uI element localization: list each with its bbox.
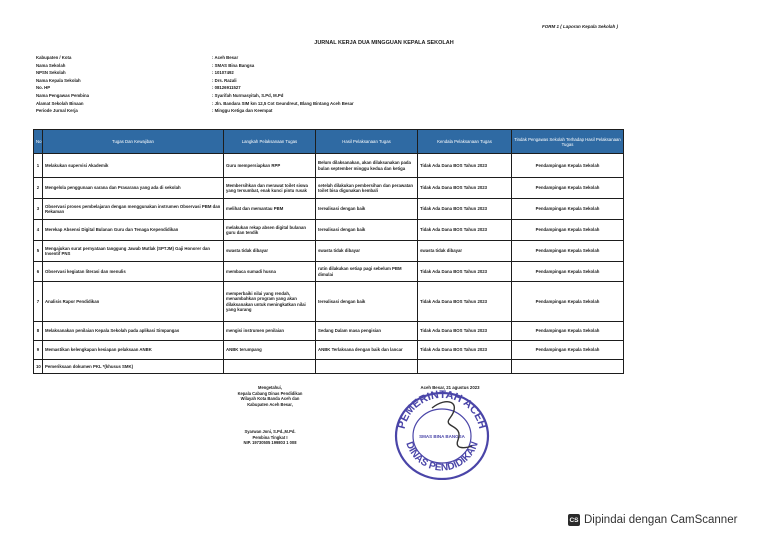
cell-tindak: Pendampingan Kepala Sekolah (512, 199, 624, 220)
info-label: Periode Jurnal Kerja (36, 108, 78, 114)
cell-kendala: Tidak Ada Dana BOS Tahun 2023 (418, 220, 512, 241)
header-hasil: Hasil Pelaksanaan Tugas (316, 130, 418, 154)
cell-tindak: Pendampingan Kepala Sekolah (512, 282, 624, 322)
form-label: FORM 1 ( Laporan Kepala Sekolah ) (541, 24, 618, 29)
signer-rank: Pembina Tingkat I (252, 434, 288, 440)
cell-hasil: terealisasi dengan baik (316, 282, 418, 322)
camscanner-text: Dipindai dengan CamScanner (584, 514, 738, 526)
info-value: : Drs. Razali (212, 77, 237, 83)
cell-tugas: Mengelola penggunaan sarana dan Prasarana yang ada di sekolah (43, 178, 224, 199)
cell-tugas: Observasi proses pembelajaran dengan menggunakan instrumen Observasi PBM dan Rekaman (43, 199, 224, 220)
info-row (36, 101, 354, 109)
cell-tindak: Pendampingan Kepala Sekolah (512, 341, 624, 360)
cell-langkah: melihat dan memantau PBM (224, 199, 316, 220)
cell-tugas: Melakukan supervisi Akademik (43, 154, 224, 178)
stamp-bottom-text: DINAS PENDIDIKAN (403, 440, 481, 474)
cell-hasil: rutin dilakukan setiap pagi sebelum PBM dimulai (316, 262, 418, 282)
info-label: Kabupaten / Kota (36, 55, 72, 60)
cell-tindak: Pendampingan Kepala Sekolah (512, 220, 624, 241)
cell-tindak: Pendampingan Kepala Sekolah (512, 322, 624, 341)
cell-tugas: Melaksanakan penilaian Kepala Sekolah pada aplikasi Simpangas (43, 322, 224, 341)
sign-line: Kabupaten Aceh Besar, (247, 401, 293, 407)
cell-langkah: swasta tidak dibayar (224, 241, 316, 262)
cell-hasil: setelah dilakukan pembersihan dan perawatan toilet bisa digunakan kembali (316, 178, 418, 199)
info-label: Nama Kepala Sekolah (36, 77, 81, 83)
cell-no: 8 (34, 322, 43, 341)
cell-langkah: membaca sumadi husna (224, 262, 316, 282)
cell-hasil: terealisasi dengan baik (316, 220, 418, 241)
info-value: : Minggu Ketiga dan Keempat (212, 108, 273, 114)
cell-tindak: Pendampingan Kepala Sekolah (512, 262, 624, 282)
cell-hasil: Belum dilaksanakan, akan dilaksanakan pada bulan september minggu kedua dan ketiga (316, 154, 418, 178)
cell-langkah: Guru mempersiapkan RPP (224, 154, 316, 178)
cell-no: 5 (34, 241, 43, 262)
cell-kendala: Tidak Ada Dana BOS Tahun 2023 (418, 199, 512, 220)
cell-langkah: ANBK terumpang (224, 341, 316, 360)
cell-kendala: Tidak Ada Dana BOS Tahun 2023 (418, 282, 512, 322)
journal-table (33, 129, 624, 374)
cell-tugas: Observasi kegiatan literasi dan menulis (43, 262, 224, 282)
cell-kendala (418, 360, 512, 374)
info-row (36, 93, 354, 101)
cell-hasil: terealisasi dengan baik (316, 199, 418, 220)
sign-line: Mengetahui, (258, 385, 282, 390)
cell-kendala: Tidak Ada Dana BOS Tahun 2023 (418, 322, 512, 341)
signer-name: Syarwan Joni, S.Pd.,M.Pd. (244, 429, 296, 434)
cell-hasil (316, 360, 418, 374)
header-kendala: Kendala Pelaksanaan Tugas (418, 130, 512, 154)
info-label: No. HP (36, 85, 51, 91)
header-langkah: Langkah Pelaksanaan Tugas (224, 130, 316, 154)
info-label: Alamat Sekolah Binaan (36, 100, 84, 106)
table-row (34, 341, 624, 360)
info-row (36, 78, 354, 86)
sign-line: Wilayah Kota Banda Aceh dan (240, 396, 300, 401)
header-tindak: Tindak Pengawas Sekolah Terhadap Hasil Pelaksanaan Tugas (512, 130, 624, 154)
cell-tindak: Pendampingan Kepala Sekolah (512, 241, 624, 262)
cell-no: 1 (34, 154, 43, 178)
info-value: : Jln. Bandara SIM km 12,5 Cot Geundreut, Blang Bintang Aceh Besar (212, 100, 354, 106)
stamp-top-text: PEMERINTAH ACEH (395, 388, 489, 431)
cell-tugas: Analisis Rapor Pendidikan (43, 282, 224, 322)
table-row (34, 360, 624, 374)
info-row (36, 63, 354, 71)
cell-tindak: Pendampingan Kepala Sekolah (512, 178, 624, 199)
info-label: Nama Pengawas Pembina (36, 92, 90, 98)
table-row (34, 154, 624, 178)
cell-langkah: memperbaiki nilai yang rendah, menambahkan program yang akan dilaksanakan untuk meningkatkan nilai yang kurang (224, 282, 316, 322)
cell-no: 2 (34, 178, 43, 199)
table-row (34, 220, 624, 241)
info-label: NPSN Sekolah (36, 70, 66, 76)
cell-hasil: Sedang Dalam masa pengisian (316, 322, 418, 341)
cell-tugas: Pemeriksaan dokumen PKL *(khusus SMK) (43, 360, 224, 374)
place-date: Aceh Besar, 21 agustus 2023 (420, 385, 480, 390)
official-stamp (392, 388, 492, 480)
cell-tindak (512, 360, 624, 374)
info-value: : 08126911527 (212, 85, 241, 91)
table-row (34, 322, 624, 341)
school-info (36, 55, 354, 116)
sign-line: Kepala Cabang Dinas Pendidikan (237, 390, 303, 396)
info-value: : SMAS Bina Bangsa (212, 62, 255, 68)
info-label: Nama Sekolah (36, 62, 66, 68)
cell-tugas: Mengajukan surat pernyataan tanggung Jawab Mutlak (SPTJM) Gaji Honorer dan Insentif PNS (43, 241, 224, 262)
table-header-row (34, 130, 624, 154)
table-row (34, 199, 624, 220)
cell-tindak: Pendampingan Kepala Sekolah (512, 154, 624, 178)
cell-no: 3 (34, 199, 43, 220)
cell-no: 7 (34, 282, 43, 322)
cell-langkah (224, 360, 316, 374)
info-row (36, 70, 354, 78)
cell-no: 10 (34, 360, 43, 374)
cell-tugas: Memastikan kelengkapan kesiapan pelaksaan ANBK (43, 341, 224, 360)
cell-no: 6 (34, 262, 43, 282)
info-row (36, 108, 354, 116)
header-tugas: Tugas Dan Kewajiban (43, 130, 224, 154)
cell-tugas: Merekap Absensi Digital Bulanan Guru dan Tenaga Kependidikan (43, 220, 224, 241)
table-row (34, 262, 624, 282)
cell-langkah: melakukan rekap absen digital bulanan guru dan tendik (224, 220, 316, 241)
camscanner-watermark (568, 512, 737, 528)
camscanner-icon: CS (568, 514, 580, 526)
cell-langkah: mengisi instrumen penilaian (224, 322, 316, 341)
cell-kendala: Tidak Ada Dana BOS Tahun 2023 (418, 178, 512, 199)
cell-kendala: Tidak Ada Dana BOS Tahun 2023 (418, 341, 512, 360)
cell-hasil: ANBK Terlaksana dengan baik dan lancar (316, 341, 418, 360)
signer-nip: NIP. 19730505 199803 1 008 (243, 440, 297, 445)
info-row (36, 85, 354, 93)
info-value: : Aceh Besar (212, 55, 239, 60)
cell-kendala: Tidak Ada Dana BOS Tahun 2023 (418, 262, 512, 282)
info-value: : 10107492 (212, 70, 234, 76)
table-row (34, 241, 624, 262)
cell-langkah: Membersihkan dan merawat toilet siswa yang tersumbat, enak kunci pintu rusak (224, 178, 316, 199)
stamp-center-text: SMAS BINA BANGSA (419, 434, 465, 439)
table-row (34, 282, 624, 322)
cell-hasil: swasta tidak dibayar (316, 241, 418, 262)
signature-block-left (215, 385, 325, 446)
svg-text:DINAS PENDIDIKAN (403, 440, 480, 473)
info-value: : Syarifah Nurmasyitah, S.Pd, M.Pd (212, 92, 284, 98)
cell-no: 4 (34, 220, 43, 241)
info-row (36, 55, 354, 63)
page-title: JURNAL KERJA DUA MINGGUAN KEPALA SEKOLAH (314, 40, 454, 46)
table-row (34, 178, 624, 199)
cell-no: 9 (34, 341, 43, 360)
cell-kendala: swasta tidak dibayar (418, 241, 512, 262)
header-no: No (34, 130, 43, 154)
cell-kendala: Tidak Ada Dana BOS Tahun 2023 (418, 154, 512, 178)
